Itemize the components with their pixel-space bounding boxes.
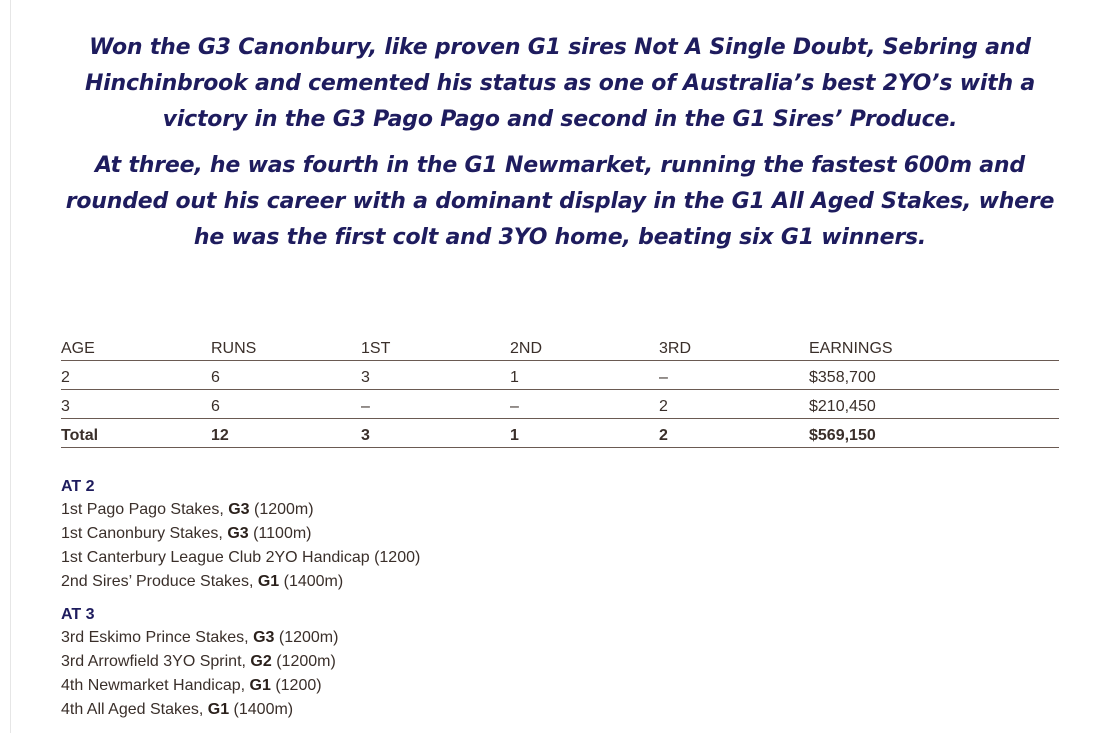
left-border-rule xyxy=(10,0,11,733)
grade-badge: G3 xyxy=(228,501,250,518)
header-age: AGE xyxy=(61,334,211,361)
cell-runs: 6 xyxy=(211,361,361,390)
wins-group-at-3 xyxy=(61,604,420,722)
total-3rd: 2 xyxy=(659,419,809,448)
cell-3rd: 2 xyxy=(659,390,809,419)
wins-heading: AT 2 xyxy=(61,478,95,495)
cell-1st: – xyxy=(361,390,510,419)
grade-badge: G1 xyxy=(249,677,271,694)
wins-group-at-2 xyxy=(61,476,420,594)
cell-runs: 6 xyxy=(211,390,361,419)
total-runs: 12 xyxy=(211,419,361,448)
list-item: 1st Pago Pago Stakes, G3 (1200m) xyxy=(61,501,314,518)
table-header-row xyxy=(61,334,1059,361)
intro-text xyxy=(60,30,1060,266)
cell-earnings: $358,700 xyxy=(809,361,1059,390)
race-record-table xyxy=(61,334,1059,448)
table-row xyxy=(61,390,1059,419)
header-runs: RUNS xyxy=(211,334,361,361)
list-item: 4th All Aged Stakes, G1 (1400m) xyxy=(61,701,294,718)
list-item: 3rd Arrowfield 3YO Sprint, G2 (1200m) xyxy=(61,653,336,670)
cell-earnings: $210,450 xyxy=(809,390,1059,419)
list-item: 4th Newmarket Handicap, G1 (1200) xyxy=(61,677,322,694)
intro-paragraph-1: Won the G3 Canonbury, like proven G1 sires Not A Single Doubt, Sebring and Hinchinbrook and cemented his status as one of Australia’s best 2YO’s with a victory in the G3 Pago Pago and second in the G1 Sires’ Produce. xyxy=(84,35,1036,132)
header-3rd: 3RD xyxy=(659,334,809,361)
table-row xyxy=(61,361,1059,390)
cell-age: 3 xyxy=(61,390,211,419)
cell-2nd: – xyxy=(510,390,659,419)
grade-badge: G1 xyxy=(257,573,280,590)
cell-age: 2 xyxy=(61,361,211,390)
cell-2nd: 1 xyxy=(510,361,659,390)
intro-paragraph-2: At three, he was fourth in the G1 Newmarket, running the fastest 600m and rounded out his career with a dominant display in the G1 All Aged Stakes, where he was the first colt and 3YO home, beating six G1 winners. xyxy=(65,153,1055,250)
list-item: 3rd Eskimo Prince Stakes, G3 (1200m) xyxy=(61,629,339,646)
list-item: 1st Canterbury League Club 2YO Handicap (1200) xyxy=(61,549,421,566)
total-1st: 3 xyxy=(361,419,510,448)
grade-badge: G1 xyxy=(207,701,230,718)
cell-1st: 3 xyxy=(361,361,510,390)
grade-badge: G3 xyxy=(227,525,249,542)
cell-3rd: – xyxy=(659,361,809,390)
list-item: 2nd Sires’ Produce Stakes, G1 (1400m) xyxy=(61,573,344,590)
table-total-row xyxy=(61,419,1059,448)
grade-badge: G2 xyxy=(250,653,272,670)
header-2nd: 2ND xyxy=(510,334,659,361)
total-label: Total xyxy=(61,419,211,448)
grade-badge: G3 xyxy=(253,629,275,646)
list-item: 1st Canonbury Stakes, G3 (1100m) xyxy=(61,525,312,542)
header-earnings: EARNINGS xyxy=(809,334,1059,361)
wins-heading: AT 3 xyxy=(61,606,95,623)
race-wins-list xyxy=(61,476,420,722)
header-1st: 1ST xyxy=(361,334,510,361)
total-2nd: 1 xyxy=(510,419,659,448)
total-earnings: $569,150 xyxy=(809,419,1059,448)
